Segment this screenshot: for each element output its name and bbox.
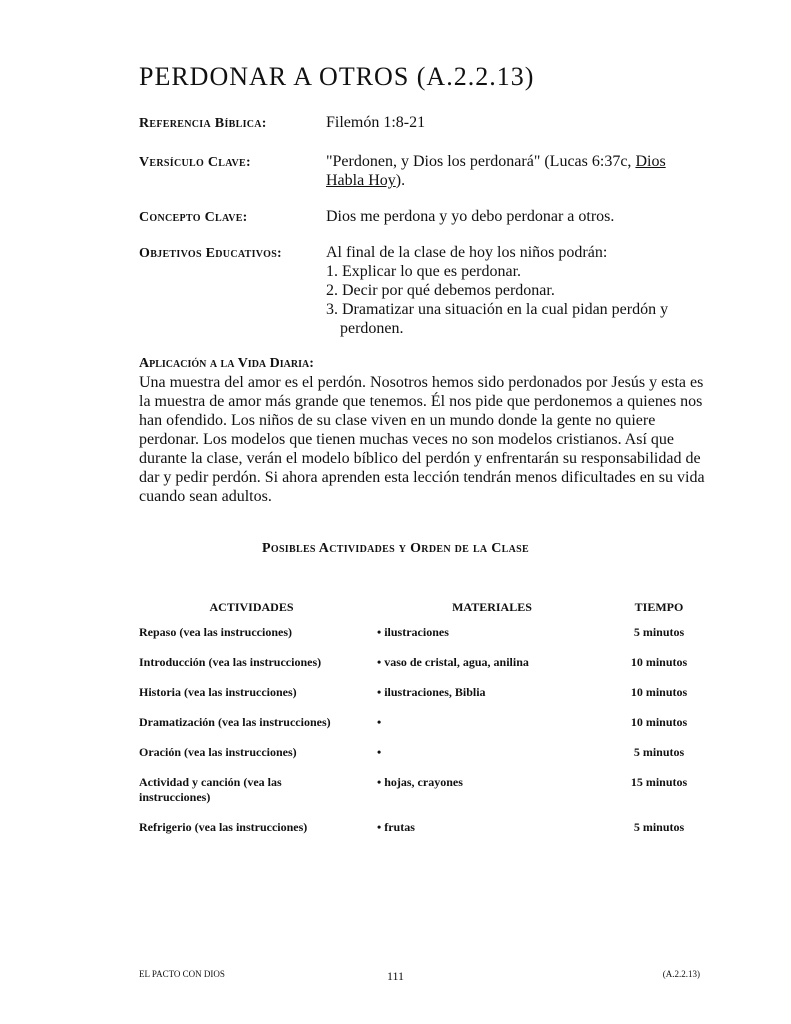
objetivo-item: 1. Explicar lo que es perdonar. [326,263,522,280]
table-row [139,685,709,715]
objetivos-list [326,262,706,338]
row-materiales: • frutas [377,820,415,834]
activities-table [139,597,709,850]
table-row [139,820,709,850]
table-row [139,715,709,745]
row-tiempo: 5 minutos [633,820,685,834]
referencia-value: Filemón 1:8-21 [326,114,426,131]
row-materiales: • hojas, crayones [377,775,463,789]
objetivos-block [326,243,706,338]
footer-book-title: EL PACTO CON DIOS [139,969,225,979]
objetivos-label: Objetivos Educativos: [139,246,283,261]
row-actividad: Refrigerio (vea las instrucciones) [139,820,308,834]
row-tiempo: 15 minutos [630,775,688,789]
row-tiempo: 10 minutos [630,655,688,669]
versiculo-close: ). [395,172,406,189]
row-materiales: • vaso de cristal, agua, anilina [377,655,529,669]
aplicacion-text: Una muestra del amor es el perdón. Nosotros hemos sido perdonados por Jesús y esta es la muestra de amor más grande que tenemos. Él nos pide que perdonemos a quienes nos han ofendido. Los niños de su clase viven en un mundo donde la gente no quiere perdonar. Los modelos que tienen muchas veces no son modelos cristianos. Así que durante la clase, verán el modelo bíblico del perdón y enfrentarán su responsabilidad de dar y pedir perdón. Si ahora aprenden esta lección tendrán menos dificultades en su vida cuando sean adultos. [139,374,705,505]
page-title: PERDONAR A OTROS (A.2.2.13) [139,62,535,91]
concepto-label: Concepto Clave: [139,210,248,225]
table-row [139,625,709,655]
concepto-value: Dios me perdona y yo debo perdonar a otros. [326,208,615,225]
row-tiempo: 5 minutos [633,745,685,759]
row-materiales: • [377,745,382,759]
versiculo-version-link: Dios Habla Hoy [326,153,666,189]
objetivos-intro: Al final de la clase de hoy los niños podrán: [326,244,608,261]
table-row [139,775,709,820]
footer-lesson-code: (A.2.2.13) [662,969,700,979]
objetivo-item: 2. Decir por qué debemos perdonar. [326,282,555,299]
row-actividad: Oración (vea las instrucciones) [139,745,297,759]
row-actividad: Actividad y canción (vea las instrucciones) [139,775,282,804]
header-tiempo: TIEMPO [634,600,684,614]
row-materiales: • [377,715,382,729]
row-tiempo: 5 minutos [633,625,685,639]
row-materiales: • ilustraciones, Biblia [377,685,486,699]
versiculo-label: Versículo Clave: [139,155,251,170]
footer-page-number: 111 [386,969,405,983]
versiculo-value [326,152,696,190]
table-row [139,655,709,685]
referencia-label: Referencia Bíblica: [139,116,267,131]
row-actividad: Historia (vea las instrucciones) [139,685,297,699]
row-tiempo: 10 minutos [630,715,688,729]
objetivo-item: 3. Dramatizar una situación en la cual pidan perdón y perdonen. [326,301,669,337]
aplicacion-label: Aplicación a la Vida Diaria: [139,356,314,371]
row-materiales: • ilustraciones [377,625,449,639]
row-actividad: Introducción (vea las instrucciones) [139,655,322,669]
table-header [139,597,709,625]
table-row [139,745,709,775]
header-materiales: MATERIALES [452,600,532,614]
header-actividades: ACTIVIDADES [209,600,294,614]
row-actividad: Dramatización (vea las instrucciones) [139,715,331,729]
versiculo-text: "Perdonen, y Dios los perdonará" (Lucas 6:37c, [326,153,636,170]
row-tiempo: 10 minutos [630,685,688,699]
row-actividad: Repaso (vea las instrucciones) [139,625,292,639]
section-heading: Posibles Actividades y Orden de la Clase [262,541,529,556]
